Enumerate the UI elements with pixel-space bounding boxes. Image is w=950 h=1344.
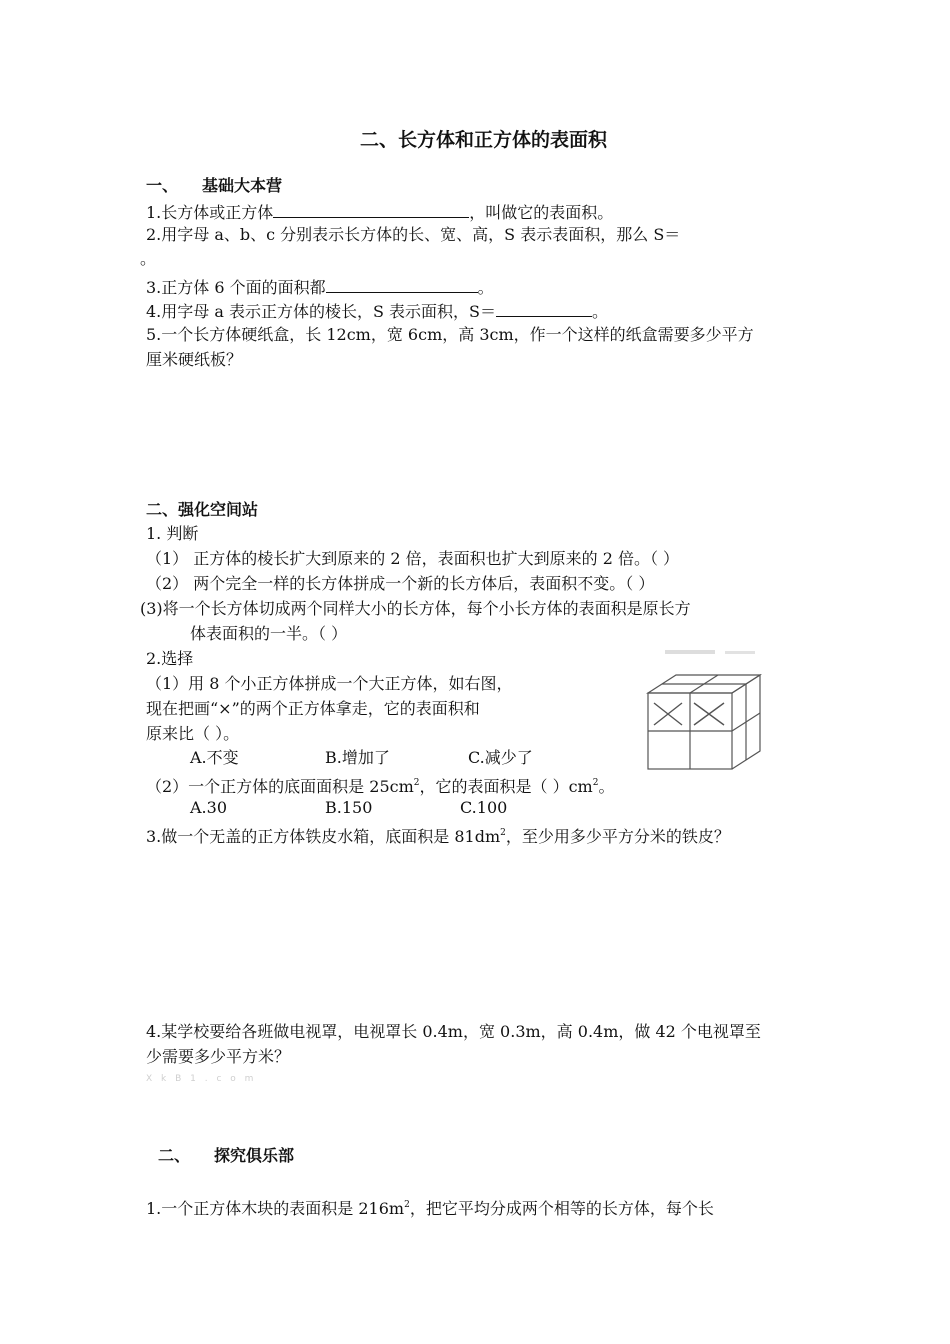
choice-1-line3: 原来比（ ）。 (146, 724, 240, 743)
choice-2-text-b: ，它的表面积是（ ）cm (419, 777, 593, 796)
judge-item-1: （1） 正方体的棱长扩大到原来的 2 倍，表面积也扩大到原来的 2 倍。（ ） (146, 549, 680, 568)
choice-2-sup: 2 (413, 778, 420, 788)
cube-diagram (630, 645, 775, 775)
q31-text-b: ，把它平均分成两个相等的长方体，每个长 (409, 1199, 714, 1218)
question-2-4-line1: 4.某学校要给各班做电视罩，电视罩长 0.4m，宽 0.3m，高 0.4m，做 42 个电视罩至 (146, 1022, 761, 1041)
q1-text-b: ，叫做它的表面积。 (469, 203, 614, 222)
section1-heading: 基础大本营 (202, 176, 283, 195)
q4-blank (496, 299, 592, 317)
q31-text-a: 1.一个正方体木块的表面积是 216m (146, 1199, 405, 1218)
page-title: 二、长方体和正方体的表面积 (360, 129, 608, 151)
section2-heading: 二、强化空间站 (146, 500, 259, 519)
cube-mark-1 (665, 650, 715, 654)
choice-2-text-c: 。 (598, 777, 615, 796)
q3-blank (326, 275, 478, 293)
choice-2 (146, 773, 614, 797)
question-1-5-line2: 厘米硬纸板？ (146, 350, 243, 369)
q4-text-b: 。 (592, 302, 609, 321)
watermark: X k B 1 . c o m (146, 1074, 257, 1084)
choice-2-option-a: A.30 (190, 798, 227, 817)
q23-text-a: 3.做一个无盖的正方体铁皮水箱，底面积是 81dm (146, 827, 501, 846)
section1-number: 一、 (146, 176, 179, 195)
judge-item-3-line2: 体表面积的一半。（ ） (190, 624, 348, 643)
q1-text-a: 1.长方体或正方体 (146, 203, 274, 222)
question-1-1 (146, 200, 613, 223)
choice-1-line2: 现在把画“×”的两个正方体拿走，它的表面积和 (146, 699, 480, 718)
question-1-3 (146, 275, 494, 298)
section3-heading: 探究俱乐部 (214, 1146, 295, 1165)
q23-sup: 2 (500, 828, 506, 838)
judge-title: 1. 判断 (146, 524, 199, 543)
question-1-2: 2.用字母 a、b、c 分别表示长方体的长、宽、高，S 表示表面积，那么 S＝ (146, 225, 681, 244)
section3-number: 二、 (158, 1146, 191, 1165)
question-1-4 (146, 299, 608, 322)
judge-item-3-line1: (3)将一个长方体切成两个同样大小的长方体，每个小长方体的表面积是原长方 (140, 599, 691, 618)
choice-2-option-c: C.100 (460, 798, 508, 817)
choice-2-option-b: B.150 (325, 798, 373, 817)
question-2-4-line2: 少需要多少平方米？ (146, 1047, 291, 1066)
choice-1-option-b: B.增加了 (325, 748, 390, 767)
q3-text-a: 3.正方体 6 个面的面积都 (146, 278, 326, 297)
judge-item-2: （2） 两个完全一样的长方体拼成一个新的长方体后，表面积不变。（ ） (146, 574, 655, 593)
q4-text-a: 4.用字母 a 表示正方体的棱长，S 表示面积，S＝ (146, 302, 496, 321)
choice-1-option-c: C.减少了 (468, 748, 533, 767)
question-3-1 (146, 1195, 714, 1219)
choose-title: 2.选择 (146, 649, 194, 668)
choice-2-text-a: （2）一个正方体的底面面积是 25cm (146, 777, 414, 796)
question-1-5-line1: 5.一个长方体硬纸盒，长 12cm，宽 6cm，高 3cm，作一个这样的纸盒需要多少平方 (146, 325, 754, 344)
cross-mark-left (654, 703, 682, 725)
choice-1-line1: （1）用 8 个小正方体拼成一个大正方体，如右图， (146, 674, 513, 693)
q23-text-b: ，至少用多少平方分米的铁皮？ (505, 827, 730, 846)
cross-mark-right (694, 703, 724, 725)
q3-text-b: 。 (477, 278, 494, 297)
q1-blank (273, 200, 469, 218)
question-1-2-end: 。 (140, 249, 157, 268)
choice-2-sup2: 2 (592, 778, 599, 788)
cube-mark-2 (725, 651, 755, 654)
choice-1-option-a: A.不变 (190, 748, 239, 767)
q31-sup: 2 (404, 1200, 410, 1210)
question-2-3 (146, 823, 730, 847)
